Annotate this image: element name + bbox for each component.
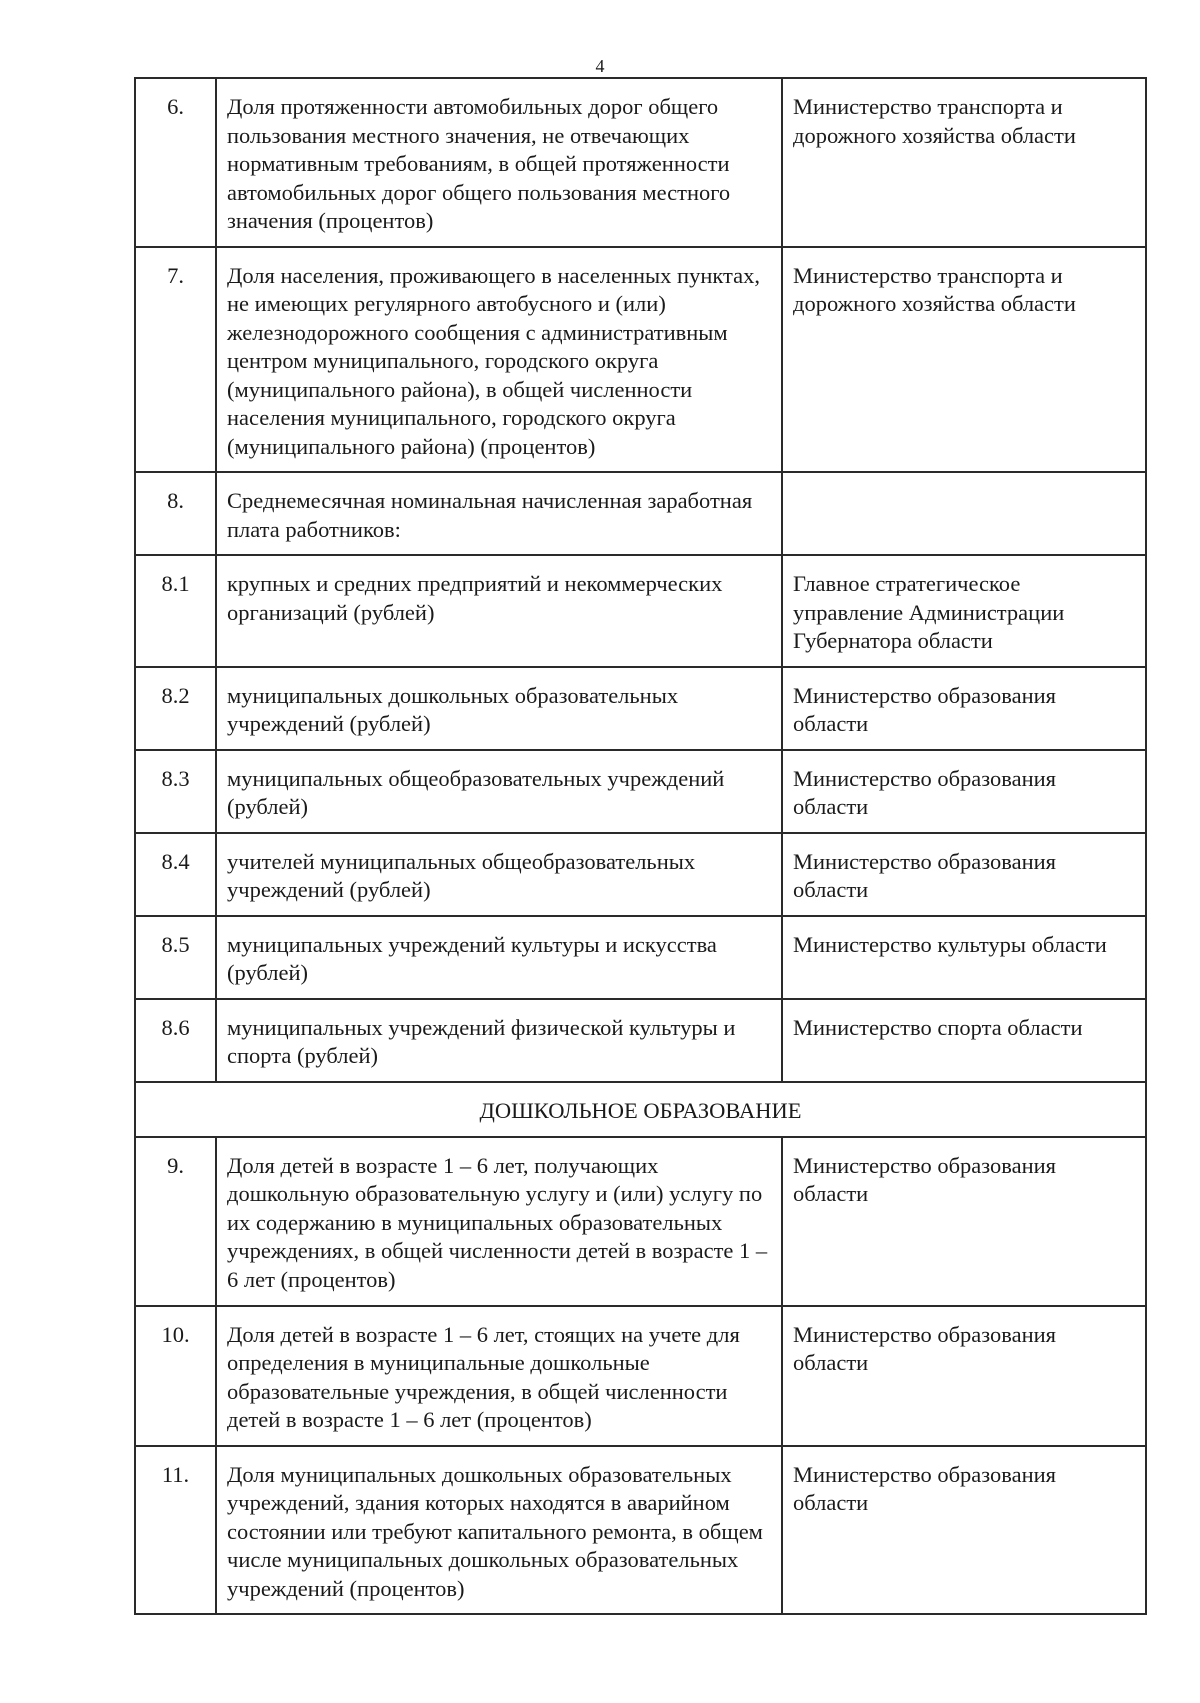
- table-row: [135, 1306, 1146, 1446]
- responsible-body: Министерство транспорта и дорожного хозяйства области: [782, 247, 1146, 473]
- indicator-text: муниципальных дошкольных образовательных учреждений (рублей): [216, 667, 782, 750]
- indicator-text: Среднемесячная номинальная начисленная заработная плата работников:: [216, 472, 782, 555]
- indicator-text: Доля детей в возрасте 1 – 6 лет, стоящих на учете для определения в муниципальные дошкольные образовательные учреждения, в общей численности детей в возрасте 1 – 6 лет (процентов): [216, 1306, 782, 1446]
- responsible-body: Министерство образования области: [782, 1137, 1146, 1306]
- responsible-body: Министерство образования области: [782, 1306, 1146, 1446]
- row-number: 8.3: [135, 750, 216, 833]
- table-row: [135, 247, 1146, 473]
- responsible-body: Министерство образования области: [782, 1446, 1146, 1615]
- row-number: 10.: [135, 1306, 216, 1446]
- responsible-body: Министерство образования области: [782, 667, 1146, 750]
- row-number: 8.1: [135, 555, 216, 667]
- section-title: ДОШКОЛЬНОЕ ОБРАЗОВАНИЕ: [135, 1082, 1146, 1137]
- row-number: 8.5: [135, 916, 216, 999]
- table-row: [135, 667, 1146, 750]
- indicator-text: муниципальных общеобразовательных учреждений (рублей): [216, 750, 782, 833]
- indicator-text: муниципальных учреждений культуры и искусства (рублей): [216, 916, 782, 999]
- indicators-table: [134, 77, 1147, 1615]
- row-number: 8.: [135, 472, 216, 555]
- table-row: [135, 833, 1146, 916]
- row-number: 8.4: [135, 833, 216, 916]
- indicator-text: Доля муниципальных дошкольных образовательных учреждений, здания которых находятся в аварийном состоянии или требуют капитального ремонта, в общем числе муниципальных дошкольных образовательных учреждений (процентов): [216, 1446, 782, 1615]
- row-number: 11.: [135, 1446, 216, 1615]
- table-row: [135, 916, 1146, 999]
- responsible-body: Министерство спорта области: [782, 999, 1146, 1082]
- indicator-text: Доля протяженности автомобильных дорог общего пользования местного значения, не отвечающих нормативным требованиям, в общей протяженности автомобильных дорог общего пользования местного значения (процентов): [216, 78, 782, 247]
- indicator-text: Доля детей в возрасте 1 – 6 лет, получающих дошкольную образовательную услугу и (или) услугу по их содержанию в муниципальных образовательных учреждениях, в общей численности детей в возрасте 1 – 6 лет (процентов): [216, 1137, 782, 1306]
- section-header-row: [135, 1082, 1146, 1137]
- responsible-body: Главное стратегическое управление Администрации Губернатора области: [782, 555, 1146, 667]
- row-number: 8.6: [135, 999, 216, 1082]
- row-number: 9.: [135, 1137, 216, 1306]
- row-number: 6.: [135, 78, 216, 247]
- responsible-body: [782, 472, 1146, 555]
- responsible-body: Министерство образования области: [782, 750, 1146, 833]
- row-number: 8.2: [135, 667, 216, 750]
- table-row: [135, 750, 1146, 833]
- indicator-text: учителей муниципальных общеобразовательных учреждений (рублей): [216, 833, 782, 916]
- table-row: [135, 999, 1146, 1082]
- table-row: [135, 555, 1146, 667]
- responsible-body: Министерство культуры области: [782, 916, 1146, 999]
- responsible-body: Министерство образования области: [782, 833, 1146, 916]
- indicator-text: Доля населения, проживающего в населенных пунктах, не имеющих регулярного автобусного и (или) железнодорожного сообщения с административным центром муниципального, городского округа (муниципального района), в общей численности населения муниципального, городского округа (муниципального района) (процентов): [216, 247, 782, 473]
- table-row: [135, 472, 1146, 555]
- indicator-text: муниципальных учреждений физической культуры и спорта (рублей): [216, 999, 782, 1082]
- page-number: 4: [595, 56, 605, 76]
- responsible-body: Министерство транспорта и дорожного хозяйства области: [782, 78, 1146, 247]
- table-row: [135, 1137, 1146, 1306]
- row-number: 7.: [135, 247, 216, 473]
- table-row: [135, 1446, 1146, 1615]
- table-row: [135, 78, 1146, 247]
- indicator-text: крупных и средних предприятий и некоммерческих организаций (рублей): [216, 555, 782, 667]
